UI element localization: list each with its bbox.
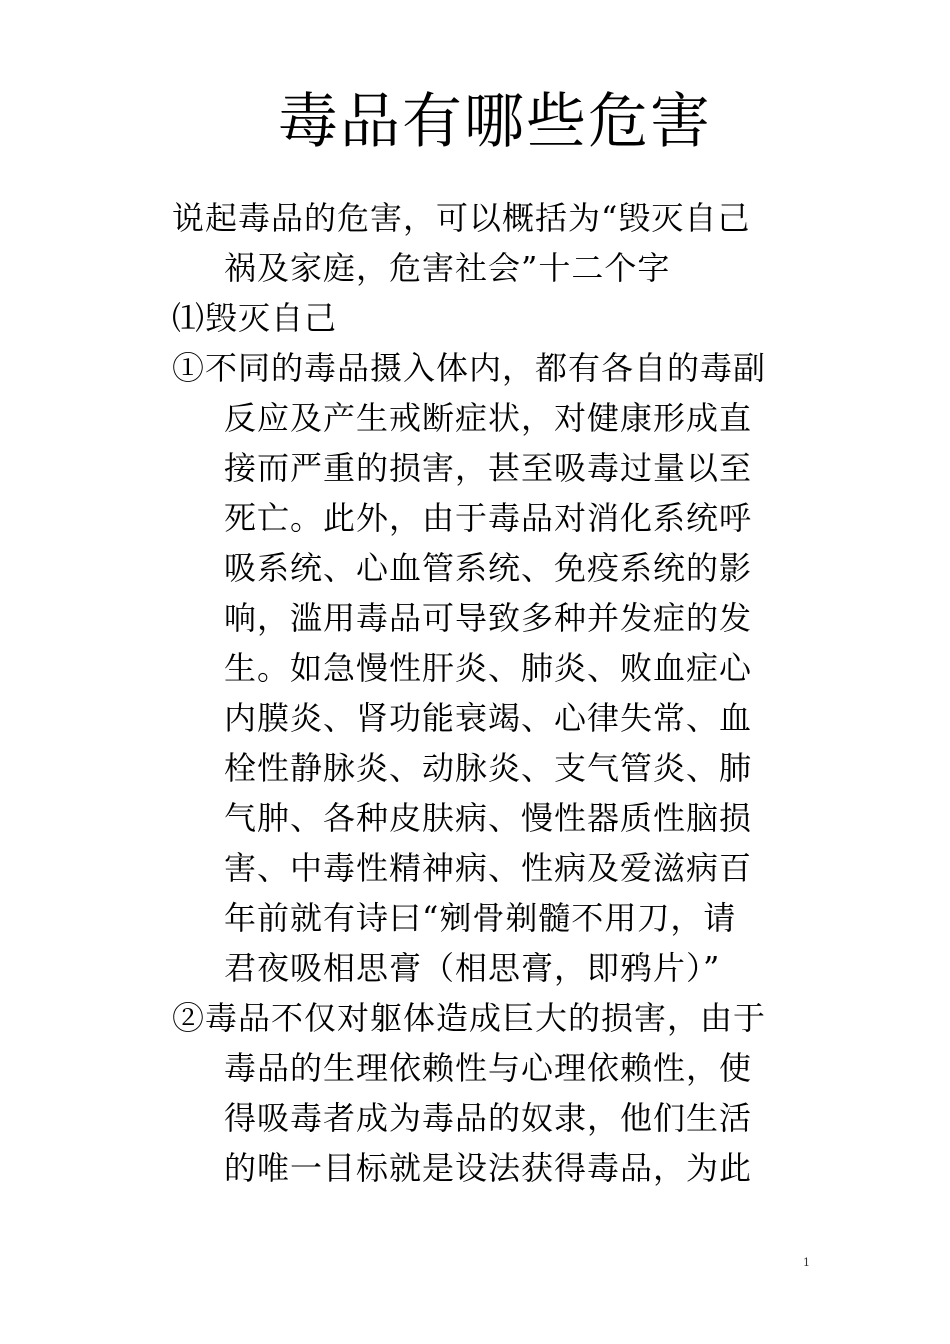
paragraph-line: ②毒品不仅对躯体造成巨大的损害，由于 [172, 999, 767, 1037]
paragraph-line: 气肿、各种皮肤病、慢性器质性脑损 [224, 799, 753, 837]
paragraph-line: 吸系统、心血管系统、免疫系统的影 [224, 549, 753, 587]
paragraph-line: 得吸毒者成为毒品的奴隶，他们生活 [224, 1099, 753, 1137]
paragraph-line: 祸及家庭，危害社会”十二个字 [224, 249, 671, 287]
paragraph-line: 接而严重的损害，甚至吸毒过量以至 [224, 449, 753, 487]
paragraph-line: 响，滥用毒品可导致多种并发症的发 [224, 599, 753, 637]
paragraph-line: 的唯一目标就是设法获得毒品，为此 [224, 1149, 753, 1187]
section-heading: ⑴毁灭自己 [172, 299, 338, 337]
paragraph-line: 死亡。此外，由于毒品对消化系统呼 [224, 499, 753, 537]
page-number: 1 [803, 1256, 810, 1269]
page-title: 毒品有哪些危害 [278, 87, 712, 157]
paragraph-line: 君夜吸相思膏（相思膏，即鸦片）” [224, 949, 721, 987]
paragraph-line: 害、中毒性精神病、性病及爱滋病百 [224, 849, 753, 887]
paragraph-line: 内膜炎、肾功能衰竭、心律失常、血 [224, 699, 753, 737]
paragraph-line: 说起毒品的危害，可以概括为“毁灭自己 [172, 199, 751, 237]
paragraph-line: 毒品的生理依赖性与心理依赖性，使 [224, 1049, 753, 1087]
paragraph-line: ①不同的毒品摄入体内，都有各自的毒副 [172, 349, 767, 387]
paragraph-line: 生。如急慢性肝炎、肺炎、败血症心 [224, 649, 753, 687]
paragraph-line: 反应及产生戒断症状，对健康形成直 [224, 399, 753, 437]
paragraph-line: 栓性静脉炎、动脉炎、支气管炎、肺 [224, 749, 753, 787]
paragraph-line: 年前就有诗曰“剜骨剃髓不用刀，请 [224, 899, 737, 937]
